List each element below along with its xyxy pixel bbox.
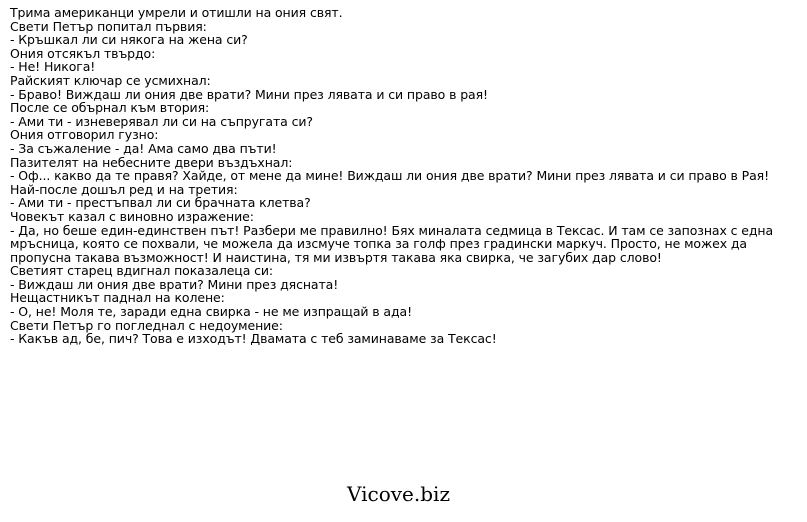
site-watermark: Vicove.biz — [347, 482, 450, 506]
joke-line: - Кръшкал ли си някога на жена си? — [10, 32, 248, 48]
joke-line: - За съжаление - да! Ама само два пъти! — [10, 140, 277, 156]
joke-line: - Оф... какво да те правя? Хайде, от мене да мине! Виждаш ли ония две врати? Мини през лявата и си право в Рая! — [10, 168, 769, 184]
joke-line: - О, не! Моля те, заради една свирка - не ме изпращай в ада! — [10, 304, 413, 320]
joke-line: Светият старец вдигнал показалеца си: — [10, 263, 274, 279]
joke-line: Човекът казал с виновно изражение: — [10, 208, 254, 224]
joke-line: Свети Петър попитал първия: — [10, 18, 207, 34]
joke-line: - Не! Никога! — [10, 59, 96, 75]
joke-text — [10, 6, 800, 346]
joke-line: Ония отговорил гузно: — [10, 127, 159, 143]
joke-line: Свети Петър го погледнал с недоумение: — [10, 317, 283, 333]
joke-line: - Браво! Виждаш ли ония две врати? Мини през лявата и си право в рая! — [10, 86, 488, 102]
joke-line: Райският ключар се усмихнал: — [10, 72, 211, 88]
joke-line: - Ами ти - престъпвал ли си брачната клетва? — [10, 195, 311, 211]
joke-line: Ония отсякъл твърдо: — [10, 45, 156, 61]
joke-line: Пазителят на небесните двери въздъхнал: — [10, 154, 293, 170]
joke-line: Най-после дошъл ред и на третия: — [10, 181, 238, 197]
joke-line: После се обърнал към втория: — [10, 100, 210, 116]
joke-line: Трима американци умрели и отишли на ония свят. — [10, 5, 343, 20]
joke-line: - Ами ти - изневерявал ли си на съпругата си? — [10, 113, 313, 129]
joke-line: Нещастникът паднал на колене: — [10, 290, 225, 306]
joke-line: - Какъв ад, бе, пич? Това е изходът! Двамата с теб заминаваме за Тексас! — [10, 331, 497, 347]
joke-line: - Да, но беше един-единствен път! Разбери ме правилно! Бях миналата седмица в Тексас. И там се запознах с една мръсница, която се похвали, че можела да изсмуче топка за голф през градински маркуч. Просто, не можех да пропусна такава възможност! И наистина, тя ми извъртя такава яка свирка, че загубих дар слово! — [10, 222, 777, 265]
joke-line: - Виждаш ли ония две врати? Мини през дясната! — [10, 276, 339, 292]
